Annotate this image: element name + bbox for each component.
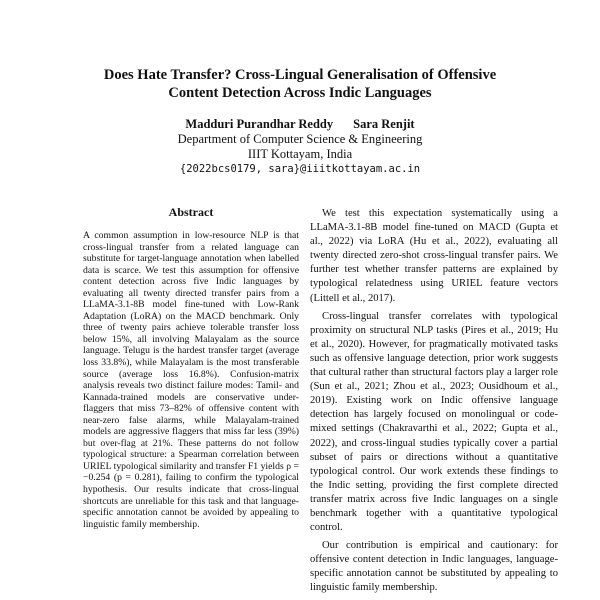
department: Department of Computer Science & Engineering (177, 132, 423, 146)
email: {2022bcs0179, sara}@iiitkottayam.ac.in (179, 163, 421, 175)
abstract-section (83, 205, 299, 530)
title-line-2: Content Detection Across Indic Languages (168, 85, 432, 101)
body-column (310, 207, 558, 600)
body-paragraph-2: Cross-lingual transfer correlates with typological proximity on structural NLP tasks (Pires et al., 2019; Hu et al., 2020). However, for pragmatically motivated tasks such as offensive language detection, prior work suggests that cultural rather than structural factors play a larger role (Sun et al., 2021; Zhou et al., 2023; Ousidhoum et al., 2019). Existing work on Indic offensive language detection has largely focused on monolingual or code-mixed settings (Chakravarthi et al., 2022; Gupta et al., 2022), and cross-lingual studies typically cover a partial subset of pairs or directions without a quantitative typological control. Our work extends these findings to the Indic setting, providing the first complete directed transfer matrix across five Indic languages on a single benchmark together with a quantitative typological control. (310, 310, 558, 534)
institution: IIIT Kottayam, India (247, 147, 353, 161)
paper-title (70, 66, 530, 102)
body-paragraph-1: We test this expectation systematically using a LLaMA-3.1-8B model fine-tuned on MACD (Gupta et al., 2022) via LoRA (Hu et al., 2022), evaluating all twenty directed zero-shot cross-lingual transfer pairs. We further test whether transfer patterns are explained by typological relatedness using URIEL feature vectors (Littell et al., 2017). (310, 208, 558, 304)
title-line-1: Does Hate Transfer? Cross-Lingual Generalisation of Offensive (103, 67, 497, 83)
author-2: Sara Renjit (353, 117, 415, 131)
author-names (140, 117, 460, 132)
abstract-text: A common assumption in low-resource NLP is that cross-lingual transfer from a related language can substitute for target-language annotation when labelled data is scarce. We test this assumption for offensive content detection across five Indic languages by evaluating all twenty directed transfer pairs from a LLaMA-3.1-8B model fine-tuned with Low-Rank Adaptation (LoRA) on the MACD benchmark. Only three of twenty pairs achieve tolerable transfer loss below 15%, all involving Malayalam as the source language. Telugu is the hardest transfer target (average loss 33.8%), while Malayalam is the most transferable source (average loss 16.8%). Confusion-matrix analysis reveals two distinct failure modes: Tamil- and Kannada-trained models are conservative under-flaggers that miss 73–82% of offensive content with near-zero false alarms, while Malayalam-trained models are aggressive flaggers that miss far less (39%) but over-flag at 21%. These patterns do not follow typological structure: a Spearman correlation between URIEL typological similarity and transfer F1 yields ρ = −0.254 (p = 0.281), failing to confirm the typological hypothesis. Our results indicate that cross-lingual shortcuts are unreliable for this task and that language-specific annotation cannot be avoided by appealing to linguistic family membership. (83, 230, 299, 530)
body-paragraph-3: Our contribution is empirical and cautionary: for offensive content detection in Indic languages, language-specific annotation cannot be substituted by appealing to linguistic family membership. (310, 540, 558, 594)
author-1: Madduri Purandhar Reddy (185, 117, 334, 131)
abstract-heading: Abstract (168, 205, 214, 219)
author-block (140, 117, 460, 177)
